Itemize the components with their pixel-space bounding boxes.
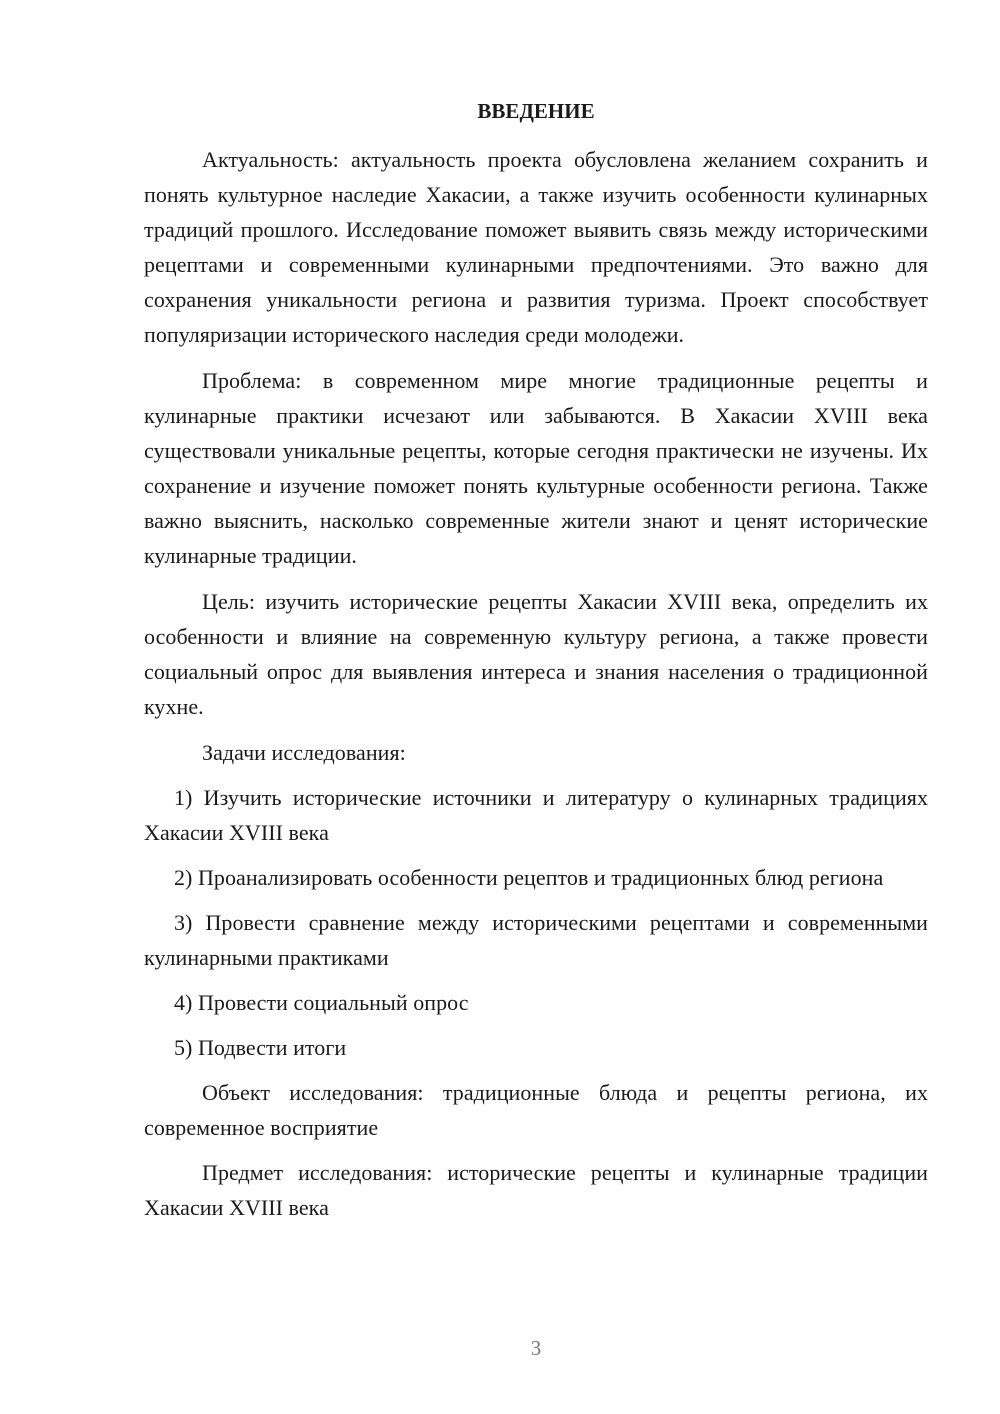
problem-paragraph: Проблема: в современном мире многие традиционные рецепты и кулинарные практики исчезают или забываются. В Хакасии XVIII века существовали уникальные рецепты, которые сегодня практически не изучены. Их сохранение и изучение поможет понять культурные особенности региона. Также важно выяснить, насколько современные жители знают и ценят исторические кулинарные традиции. [144, 368, 928, 568]
subject-paragraph: Предмет исследования: исторические рецепты и кулинарные традиции Хакасии XVIII века [144, 1160, 928, 1220]
relevance-paragraph: Актуальность: актуальность проекта обусловлена желанием сохранить и понять культурное наследие Хакасии, а также изучить особенности кулинарных традиций прошлого. Исследование поможет выявить связь между историческими рецептами и современными кулинарными предпочтениями. Это важно для сохранения уникальности региона и развития туризма. Проект способствует популяризации исторического наследия среди молодежи. [144, 147, 928, 347]
tasks-heading: Задачи исследования: [202, 740, 406, 765]
task-item: 4) Провести социальный опрос [174, 990, 469, 1015]
document-body [144, 142, 928, 1225]
task-item: 1) Изучить исторические источники и литературу о кулинарных традициях Хакасии XVIII века [144, 785, 928, 845]
task-item: 2) Проанализировать особенности рецептов и традиционных блюд региона [174, 865, 884, 890]
task-item: 5) Подвести итоги [174, 1035, 347, 1060]
page-title: ВВЕДЕНИЕ [477, 99, 595, 123]
page-number: 3 [530, 1336, 542, 1360]
task-item: 3) Провести сравнение между историческими рецептами и современными кулинарными практиками [144, 910, 928, 970]
document-page [144, 0, 928, 1414]
goal-paragraph: Цель: изучить исторические рецепты Хакасии XVIII века, определить их особенности и влияние на современную культуру региона, а также провести социальный опрос для выявления интереса и знания населения о традиционной кухне. [144, 589, 928, 719]
object-paragraph: Объект исследования: традиционные блюда и рецепты региона, их современное восприятие [144, 1080, 928, 1140]
